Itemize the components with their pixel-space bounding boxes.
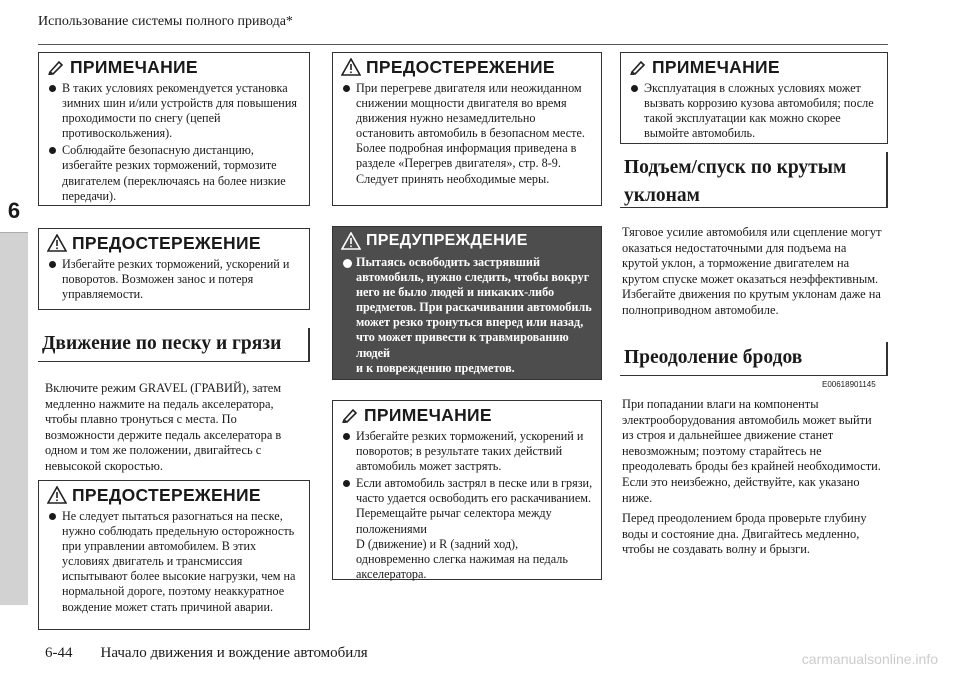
chapter-tab: 6: [0, 190, 28, 233]
pencil-icon: [629, 59, 647, 75]
warning-triangle-icon: [341, 58, 361, 76]
note-box-stuck: [332, 400, 602, 580]
header-rule: [38, 44, 888, 45]
reference-code: E00618901145: [822, 380, 876, 389]
pencil-icon: [341, 407, 359, 423]
slopes-paragraph: Тяговое усилие автомобиля или сцепление могут оказаться недостаточными для подъема на крутой уклон, а торможение двигателем на крутом спуске может оказаться неэффективным. Избегайте движения по крутым уклонам даже на полноприводном автомобиле.: [622, 225, 882, 317]
note-item: Если автомобиль застрял в песке или в грязи, часто удается освободить его раскачиванием. Перемещайте рычаг селектора между положениями D (движение) и R (задний ход), одновременно слегка нажимая на педаль акселератора.: [341, 476, 593, 582]
fording-paragraph-1: При попадании влаги на компоненты электрооборудования автомобиль может выйти из строя и дальнейшее движение станет невозможным; поэтому старайтесь не преодолевать броды без крайней необходимости. Если это неизбежно, действуйте, как указано ниже.: [622, 397, 881, 505]
note-box-snow: [38, 52, 310, 206]
fording-paragraph-2: Перед преодолением брода проверьте глубину воды и состояние дна. Двигайтесь медленно, чтобы не создавать волну и брызги.: [622, 511, 867, 557]
caution-title: ПРЕДОСТЕРЕЖЕНИЕ: [366, 56, 555, 77]
caution-item: При перегреве двигателя или неожиданном снижении мощности двигателя во время движения нужно незамедлительно остановить автомобиль в безопасном месте. Более подробная информация приведена в разделе «Перегрев двигателя», стр. 8-9. Следует принять необходимые меры.: [341, 81, 593, 187]
caution-title: ПРЕДОСТЕРЕЖЕНИЕ: [72, 232, 261, 253]
note-title: ПРИМЕЧАНИЕ: [70, 56, 198, 77]
footer-section: Начало движения и вождение автомобиля: [100, 645, 368, 661]
warning-triangle-icon: [341, 232, 361, 250]
warning-box-stuck: [332, 226, 602, 380]
page-header: Использование системы полного привода*: [38, 14, 293, 29]
warning-triangle-icon: [47, 486, 67, 504]
caution-item: Избегайте резких торможений, ускорений и поворотов. Возможен занос и потеря управляемости.: [47, 257, 301, 302]
section-title-slopes: Подъем/спуск по крутым уклонам: [620, 152, 888, 208]
note-title: ПРИМЕЧАНИЕ: [364, 404, 492, 425]
page-number: 6-44: [45, 645, 73, 661]
warning-triangle-icon: [47, 234, 67, 252]
section-title-sand-mud: Движение по песку и грязи: [38, 328, 310, 362]
sand-mud-paragraph: Включите режим GRAVEL (ГРАВИЙ), затем медленно нажмите на педаль акселератора, чтобы плавно тронуться с места. По возможности держите педаль акселератора в одном и том же положении, двигайтесь с невысокой скоростью.: [45, 381, 282, 473]
caution-box-sand: [38, 480, 310, 630]
warning-item: Пытаясь освободить застрявший автомобиль, нужно следить, чтобы вокруг него не было людей и никаких-либо предметов. При раскачивании автомобиль может резко тронуться вперед или назад, что может привести к травмированию людей и к повреждению предметов.: [341, 255, 593, 376]
note-item: В таких условиях рекомендуется установка зимних шин и/или устройств для повышения проходимости по снегу (цепей противоскольжения).: [47, 81, 301, 141]
caution-box-braking: [38, 228, 310, 310]
caution-title: ПРЕДОСТЕРЕЖЕНИЕ: [72, 484, 261, 505]
watermark: carmanualsonline.info: [801, 651, 938, 667]
note-item: Соблюдайте безопасную дистанцию, избегайте резких торможений, тормозите двигателем (переключаясь на более низкие передачи).: [47, 143, 301, 203]
section-title-fording: Преодоление бродов: [620, 342, 888, 376]
caution-box-overheat: [332, 52, 602, 206]
note-box-corrosion: [620, 52, 888, 144]
note-title: ПРИМЕЧАНИЕ: [652, 56, 780, 77]
chapter-sidebar: [0, 190, 28, 605]
note-item: Эксплуатация в сложных условиях может вызвать коррозию кузова автомобиля; после такой эксплуатации как можно скорее вымойте автомобиль.: [629, 81, 879, 141]
note-item: Избегайте резких торможений, ускорений и поворотов; в результате таких действий автомобиль может застрять.: [341, 429, 593, 474]
page-footer: [45, 645, 368, 662]
caution-item: Не следует пытаться разогнаться на песке, нужно соблюдать предельную осторожность при управлении автомобилем. В этих условиях двигатель и трансмиссия испытывают более высокие нагрузки, чем на нормальной дороге, поэтому неаккуратное вождение может стать причиной аварии.: [47, 509, 301, 615]
warning-title: ПРЕДУПРЕЖДЕНИЕ: [366, 232, 528, 249]
pencil-icon: [47, 59, 65, 75]
